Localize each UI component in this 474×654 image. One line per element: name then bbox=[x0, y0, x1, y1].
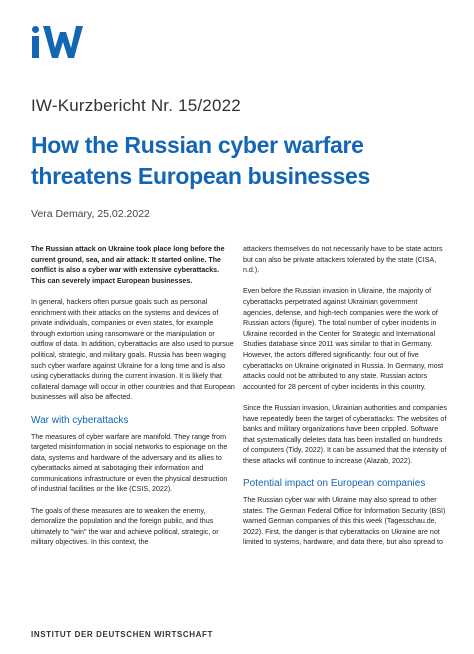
right-column bbox=[243, 244, 447, 559]
paragraph: The measures of cyber warfare are manifold. They range from targeted misinformation in social networks to espionage on the data, systems and hardware of the adversary and its allies to cyberattacks aimed at sabotaging their information and communications infrastructure or even the physical destruction of industrial facilities or the like (CSIS, 2022). bbox=[31, 432, 228, 494]
paragraph: Even before the Russian invasion in Ukraine, the majority of cyberattacks perpetrated against Ukrainian government agencies, defense, and high-tech companies were the work of Russian actors (figure). The total number of cyber incidents in Ukraine recorded in the Center for Strategic and International Studies database since 2011 was similar to that in Germany. However, the actors differed significantly: four out of five cyberattacks on Ukraine originated in Russia. In Germany, most attacks could not be attributed to any state. Russian actors accounted for 28 percent of cyber incidents in this country. bbox=[243, 287, 444, 391]
iw-logo bbox=[31, 22, 91, 60]
paragraph: Since the Russian invasion, Ukrainian authorities and companies have repeatedly been the target of cyberattacks: The websites of banks and military organizations have been crippled. Software that systematically deletes data has been installed on hundreds of computers (Tidy, 2022). It can be assumed that the intensity of these attacks will continue to increase (Alazab, 2022). bbox=[243, 403, 447, 465]
byline: Vera Demary, 25.02.2022 bbox=[31, 208, 150, 220]
lead-paragraph: The Russian attack on Ukraine took place long before the current ground, sea, and air attack: It started online. The conflict is also a cyber war with extensive cyberattacks. This can severely impact European businesses. bbox=[31, 245, 225, 285]
section-heading-war: War with cyberattacks bbox=[31, 414, 129, 426]
paragraph: In general, hackers often pursue goals such as personal enrichment with their attacks on the systems and devices of private individuals, companies or even states, for example through extortion using ransomware or the manipulation or outflow of data. In addition, cyberattacks are also used to pursue political, strategic, and military goals. Russia has been waging such cyber warfare against Ukraine for a long time and is also using cyberattacks during the current invasion. It is likely that collateral damage will occur in other countries and that European businesses will also be affected. bbox=[31, 297, 235, 402]
page-title: How the Russian cyber warfare threatens European businesses bbox=[31, 132, 370, 189]
report-number: IW-Kurzbericht Nr. 15/2022 bbox=[31, 96, 241, 115]
paragraph: The goals of these measures are to weaken the enemy, demoralize the population and the foreign public, and thus ultimately to "win" the war and achieve political, strategic, or military objectives. In this context, the bbox=[31, 506, 219, 547]
paragraph: attackers themselves do not necessarily have to be state actors but can also be private attackers tolerated by the state (CISA, n.d.). bbox=[243, 245, 443, 275]
left-column bbox=[31, 244, 235, 559]
section-heading-impact: Potential impact on European companies bbox=[243, 478, 426, 490]
footer-institute: INSTITUT DER DEUTSCHEN WIRTSCHAFT bbox=[31, 630, 214, 639]
paragraph: The Russian cyber war with Ukraine may also spread to other states. The German Federal Office for Information Security (BSI) warned German companies of this this week (Tagesschau.de, 2022). First, the danger is that cyberattacks on Ukraine are not limited to systems, hardware, and data there, but also spread to bbox=[243, 496, 446, 547]
